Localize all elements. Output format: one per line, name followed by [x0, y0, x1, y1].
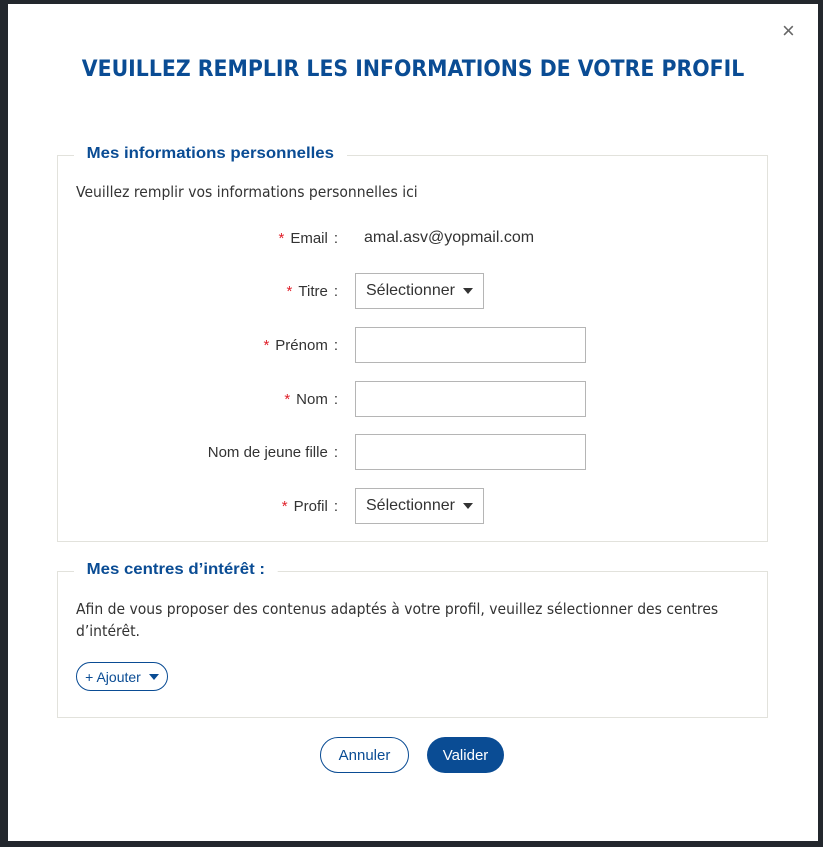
- required-mark: *: [286, 282, 293, 300]
- nom-row: [58, 381, 767, 417]
- colon: :: [333, 282, 338, 300]
- profile-modal: [8, 4, 818, 841]
- personal-info-legend: Mes informations personnelles: [74, 145, 347, 163]
- personal-info-intro: Veuillez remplir vos informations personnelles ici: [76, 183, 418, 201]
- colon: :: [333, 443, 338, 461]
- submit-button[interactable]: Valider: [427, 737, 504, 773]
- required-mark: *: [281, 497, 288, 515]
- nom-label: Nom: [296, 390, 328, 408]
- email-label: Email: [290, 229, 328, 247]
- add-interest-button[interactable]: [76, 662, 168, 691]
- email-value: amal.asv@yopmail.com: [364, 229, 535, 246]
- page-title: VEUILLEZ REMPLIR LES INFORMATIONS DE VOTRE PROFIL: [81, 57, 745, 82]
- required-mark: *: [263, 336, 270, 354]
- prenom-input[interactable]: [355, 327, 586, 363]
- caret-down-icon: [463, 503, 473, 509]
- colon: :: [333, 229, 338, 247]
- profil-select[interactable]: [355, 488, 484, 524]
- required-mark: *: [278, 229, 285, 247]
- required-mark: *: [284, 390, 291, 408]
- interests-legend: Mes centres d’intérêt :: [74, 561, 278, 579]
- colon: :: [333, 497, 338, 515]
- colon: :: [333, 390, 338, 408]
- personal-info-fieldset: [57, 145, 768, 542]
- add-interest-label: + Ajouter: [85, 668, 141, 685]
- caret-down-icon: [149, 674, 159, 680]
- prenom-label: Prénom: [275, 336, 328, 354]
- close-icon[interactable]: ×: [782, 18, 795, 43]
- profil-row: [58, 488, 767, 524]
- nom-input[interactable]: [355, 381, 586, 417]
- profil-label: Profil: [293, 497, 328, 515]
- interests-intro: Afin de vous proposer des contenus adaptés à votre profil, veuillez sélectionner des centres d’intérêt.: [76, 600, 719, 640]
- prenom-row: [58, 327, 767, 363]
- interests-fieldset: [57, 561, 768, 718]
- colon: :: [333, 336, 338, 354]
- jeune-fille-input[interactable]: [355, 434, 586, 470]
- titre-select-value: Sélectionner: [366, 282, 455, 299]
- cancel-button[interactable]: Annuler: [320, 737, 409, 773]
- titre-label: Titre: [298, 282, 328, 300]
- email-row: [58, 220, 767, 256]
- titre-select[interactable]: [355, 273, 484, 309]
- profil-select-value: Sélectionner: [366, 497, 455, 514]
- jeune-fille-label: Nom de jeune fille: [207, 443, 328, 461]
- titre-row: [58, 273, 767, 309]
- jeune-fille-row: [58, 434, 767, 470]
- caret-down-icon: [463, 288, 473, 294]
